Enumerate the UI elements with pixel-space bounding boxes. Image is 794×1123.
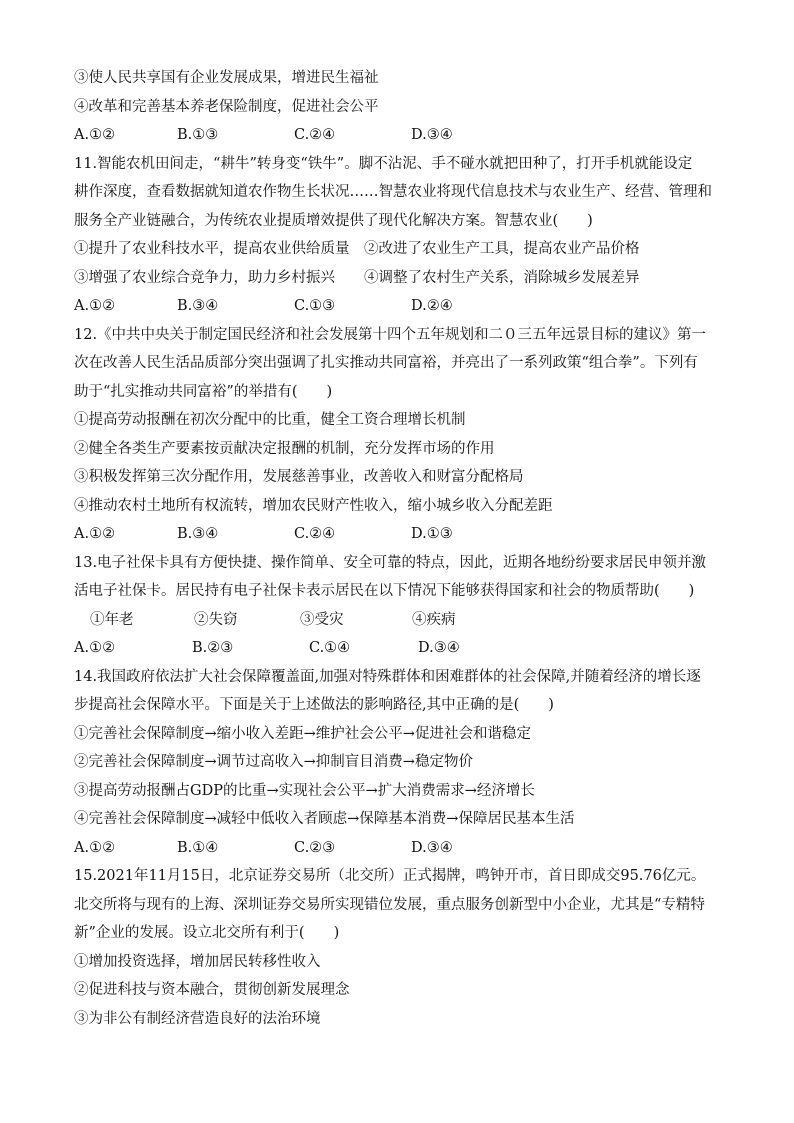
q13-stem-line-2: 活电子社保卡。居民持有电子社保卡表示居民在以下情况下能够获得国家和社会的物质帮助( ) xyxy=(74,583,695,599)
q12-option-a: A.①② xyxy=(74,526,116,542)
q14-option-d: D.③④ xyxy=(411,839,453,856)
q12-options xyxy=(74,520,734,549)
q11-items-1-2: ①提升了农业科技水平，提高农业供给质量 ②改进了农业生产工具，提高农业产品价格 xyxy=(74,241,640,257)
q12-option-b: B.③④ xyxy=(177,526,219,542)
q10-option-c: C.②④ xyxy=(294,127,336,143)
q11-option-c: C.①③ xyxy=(294,298,336,314)
q11-option-d: D.②④ xyxy=(411,298,453,314)
q13-option-d: D.③④ xyxy=(418,640,460,656)
q13-item-3: ③受灾 xyxy=(300,611,344,628)
q11-options xyxy=(74,292,734,321)
q14-item-3: ③提高劳动报酬占GDP的比重→实现社会公平→扩大消费需求→经济增长 xyxy=(74,782,535,799)
q13-options xyxy=(74,634,734,663)
q12-item-1: ①提高劳动报酬在初次分配中的比重，健全工资合理增长机制 xyxy=(74,412,466,428)
q14-item-2: ②完善社会保障制度→调节过高收入→抑制盲目消费→稳定物价 xyxy=(74,754,473,770)
q12-option-d: D.①③ xyxy=(411,526,453,542)
q11-option-a: A.①② xyxy=(74,298,116,314)
q15-stem-line-2: 北交所将与现有的上海、深圳证券交易所实现错位发展，重点服务创新型中小企业，尤其是“专精特 xyxy=(74,896,705,913)
q15-item-1: ①增加投资选择，增加居民转移性收入 xyxy=(74,953,321,970)
q12-stem-line-3: 助于“扎实推动共同富裕”的举措有( ) xyxy=(74,383,333,400)
q15-item-2: ②促进科技与资本融合，贯彻创新发展理念 xyxy=(74,982,350,998)
exam-page xyxy=(74,64,734,1033)
q14-stem-line-2: 步提高社会保障水平。下面是关于上述做法的影响路径,其中正确的是( ) xyxy=(74,697,554,713)
q12-option-c: C.②④ xyxy=(294,526,336,542)
q14-options xyxy=(74,834,734,863)
q14-stem-line-1: 14.我国政府依法扩大社会保障覆盖面,加强对特殊群体和困难群体的社会保障,并随着经济的增长逐 xyxy=(74,668,701,685)
q13-item-4: ④疾病 xyxy=(412,611,456,628)
q11-items-3-4: ③增强了农业综合竞争力，助力乡村振兴 ④调整了农村生产关系，消除城乡发展差异 xyxy=(74,269,640,286)
q13-item-1: ①年老 xyxy=(90,611,134,628)
q14-item-4: ④完善社会保障制度→减轻中低收入者顾虑→保障基本消费→保障居民基本生活 xyxy=(74,811,575,827)
q15-stem-line-1: 15.2021年11月15日，北京证券交易所（北交所）正式揭牌，鸣钟开市，首日即成交95.76亿元。 xyxy=(74,868,706,884)
q11-stem-line-3: 服务全产业链融合，为传统农业提质增效提供了现代化解决方案。智慧农业( ) xyxy=(74,212,593,229)
q14-option-b: B.①④ xyxy=(177,839,219,856)
q12-item-2: ②健全各类生产要素按贡献决定报酬的机制，充分发挥市场的作用 xyxy=(74,440,495,457)
q10-item-3: ③使人民共享国有企业发展成果，增进民生福祉 xyxy=(74,70,379,86)
q12-stem-line-1: 12.《中共中央关于制定国民经济和社会发展第十四个五年规划和二０三五年远景目标的建议》第一 xyxy=(74,326,707,343)
q13-item-2: ②失窃 xyxy=(194,611,238,628)
q14-item-1: ①完善社会保障制度→缩小收入差距→维护社会公平→促进社会和谐稳定 xyxy=(74,725,531,742)
q11-stem-line-2: 耕作深度，查看数据就知道农作物生长状况……智慧农业将现代信息技术与农业生产、经营、管理和 xyxy=(74,184,712,200)
q11-option-b: B.③④ xyxy=(177,298,219,314)
q10-options xyxy=(74,121,734,150)
q10-option-b: B.①③ xyxy=(177,127,219,143)
q10-item-4: ④改革和完善基本养老保险制度，促进社会公平 xyxy=(74,98,379,115)
q12-item-3: ③积极发挥第三次分配作用，发展慈善事业，改善收入和财富分配格局 xyxy=(74,469,524,485)
q14-option-a: A.①② xyxy=(74,839,116,856)
q12-stem-line-2: 次在改善人民生活品质部分突出强调了扎实推动共同富裕，并亮出了一系列政策“组合拳”。下列有 xyxy=(74,355,698,371)
q13-items xyxy=(74,606,734,635)
q13-option-a: A.①② xyxy=(74,640,116,656)
q13-option-b: B.②③ xyxy=(192,640,234,656)
q11-stem-line-1: 11.智能农机田间走，“耕牛”转身变“铁牛”。脚不沾泥、手不碰水就把田种了，打开手机就能设定 xyxy=(74,155,693,172)
q15-item-3: ③为非公有制经济营造良好的法治环境 xyxy=(74,1010,321,1027)
q10-option-a: A.①② xyxy=(74,127,116,143)
q15-stem-line-3: 新”企业的发展。设立北交所有利于( ) xyxy=(74,925,340,941)
q14-option-c: C.②③ xyxy=(294,839,336,856)
q13-stem-line-1: 13.电子社保卡具有方便快捷、操作简单、安全可靠的特点，因此，近期各地纷纷要求居民申领并激 xyxy=(74,554,707,571)
q12-item-4: ④推动农村土地所有权流转，增加农民财产性收入，缩小城乡收入分配差距 xyxy=(74,497,553,514)
q13-option-c: C.①④ xyxy=(309,640,351,656)
q10-option-d: D.③④ xyxy=(411,127,453,143)
